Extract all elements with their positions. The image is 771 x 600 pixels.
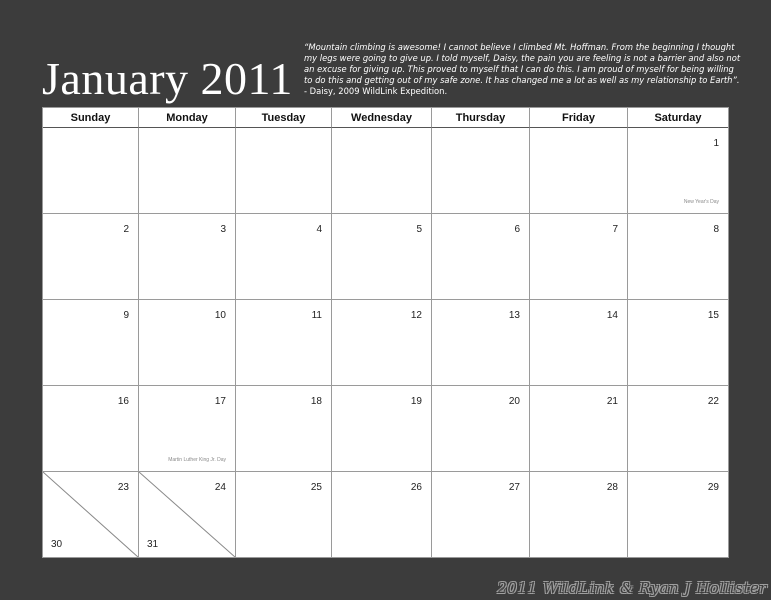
day-cell[interactable] (43, 214, 139, 300)
day-number: 29 (707, 482, 719, 493)
day-number-lower: 30 (51, 539, 63, 550)
day-number: 16 (117, 396, 129, 407)
day-cell-empty (332, 128, 432, 214)
weekday-header-monday: Monday (139, 108, 236, 128)
day-number: 20 (508, 396, 520, 407)
day-cell-empty (43, 128, 139, 214)
day-cell[interactable] (432, 472, 530, 557)
quote-text: “Mountain climbing is awesome! I cannot believe I climbed Mt. Hoffman. From the beginning I thought my legs were going to give up. I told myself, Daisy, the pain you are feeling is not a barrier and also not an excuse for giving up. This proved to myself that I can do this. I am proud of myself for being willing to do this and getting out of my safe zone. It has changed me a lot as well as my relationship to Earth”. (304, 42, 741, 85)
day-number: 13 (508, 310, 520, 321)
day-cell[interactable] (139, 214, 236, 300)
day-number: 5 (416, 224, 422, 235)
day-cell[interactable] (530, 386, 628, 472)
day-cell[interactable] (332, 300, 432, 386)
day-cell[interactable] (43, 300, 139, 386)
day-cell-empty (432, 128, 530, 214)
day-cell[interactable] (236, 472, 332, 557)
day-number: 28 (606, 482, 618, 493)
day-number: 15 (707, 310, 719, 321)
day-number: 3 (220, 224, 226, 235)
day-cell[interactable] (628, 214, 728, 300)
day-number: 6 (514, 224, 520, 235)
day-number: 26 (410, 482, 422, 493)
day-number: 7 (612, 224, 618, 235)
day-cell[interactable] (43, 386, 139, 472)
day-cell[interactable] (332, 386, 432, 472)
day-cell[interactable] (628, 300, 728, 386)
day-cell-split[interactable] (139, 472, 236, 557)
day-cell[interactable] (530, 472, 628, 557)
weekday-header-friday: Friday (530, 108, 628, 128)
holiday-label: Martin Luther King Jr. Day (168, 457, 226, 463)
day-cell[interactable] (432, 386, 530, 472)
day-number: 18 (310, 396, 322, 407)
day-cell[interactable] (628, 386, 728, 472)
quote-attribution: - Daisy, 2009 WildLink Expedition. (304, 86, 448, 96)
day-cell[interactable] (628, 472, 728, 557)
day-number: 23 (117, 482, 129, 493)
day-cell[interactable] (530, 300, 628, 386)
day-cell-empty (236, 128, 332, 214)
day-number: 10 (214, 310, 226, 321)
day-cell[interactable] (432, 300, 530, 386)
day-number-lower: 31 (147, 539, 159, 550)
day-cell[interactable] (139, 300, 236, 386)
day-number: 24 (214, 482, 226, 493)
day-number: 27 (508, 482, 520, 493)
credit-line: 2011 WildLink & Ryan J Hollister (497, 579, 767, 597)
day-cell-split[interactable] (43, 472, 139, 557)
day-cell-empty (530, 128, 628, 214)
calendar-grid (42, 107, 729, 558)
day-number: 11 (311, 310, 322, 321)
weekday-header-wednesday: Wednesday (332, 108, 432, 128)
day-cell[interactable] (432, 214, 530, 300)
day-number: 25 (310, 482, 322, 493)
day-number: 17 (214, 396, 226, 407)
day-cell[interactable] (236, 300, 332, 386)
day-number: 21 (606, 396, 618, 407)
day-number: 14 (606, 310, 618, 321)
day-cell[interactable] (236, 214, 332, 300)
day-number: 19 (410, 396, 422, 407)
quote-block (304, 42, 744, 97)
day-cell[interactable] (332, 214, 432, 300)
day-cell[interactable] (628, 128, 728, 214)
day-number: 12 (410, 310, 422, 321)
day-cell[interactable] (332, 472, 432, 557)
day-number: 1 (713, 138, 719, 149)
weekday-header-sunday: Sunday (43, 108, 139, 128)
day-cell[interactable] (236, 386, 332, 472)
day-number: 9 (123, 310, 129, 321)
day-cell[interactable] (530, 214, 628, 300)
holiday-label: New Year's Day (683, 199, 719, 205)
month-title: January 2011 (42, 53, 293, 104)
day-number: 8 (713, 224, 719, 235)
weekday-header-tuesday: Tuesday (236, 108, 332, 128)
day-cell[interactable] (139, 386, 236, 472)
day-number: 2 (123, 224, 129, 235)
day-cell-empty (139, 128, 236, 214)
weekday-header-saturday: Saturday (628, 108, 728, 128)
day-number: 22 (707, 396, 719, 407)
day-number: 4 (316, 224, 322, 235)
weekday-header-thursday: Thursday (432, 108, 530, 128)
